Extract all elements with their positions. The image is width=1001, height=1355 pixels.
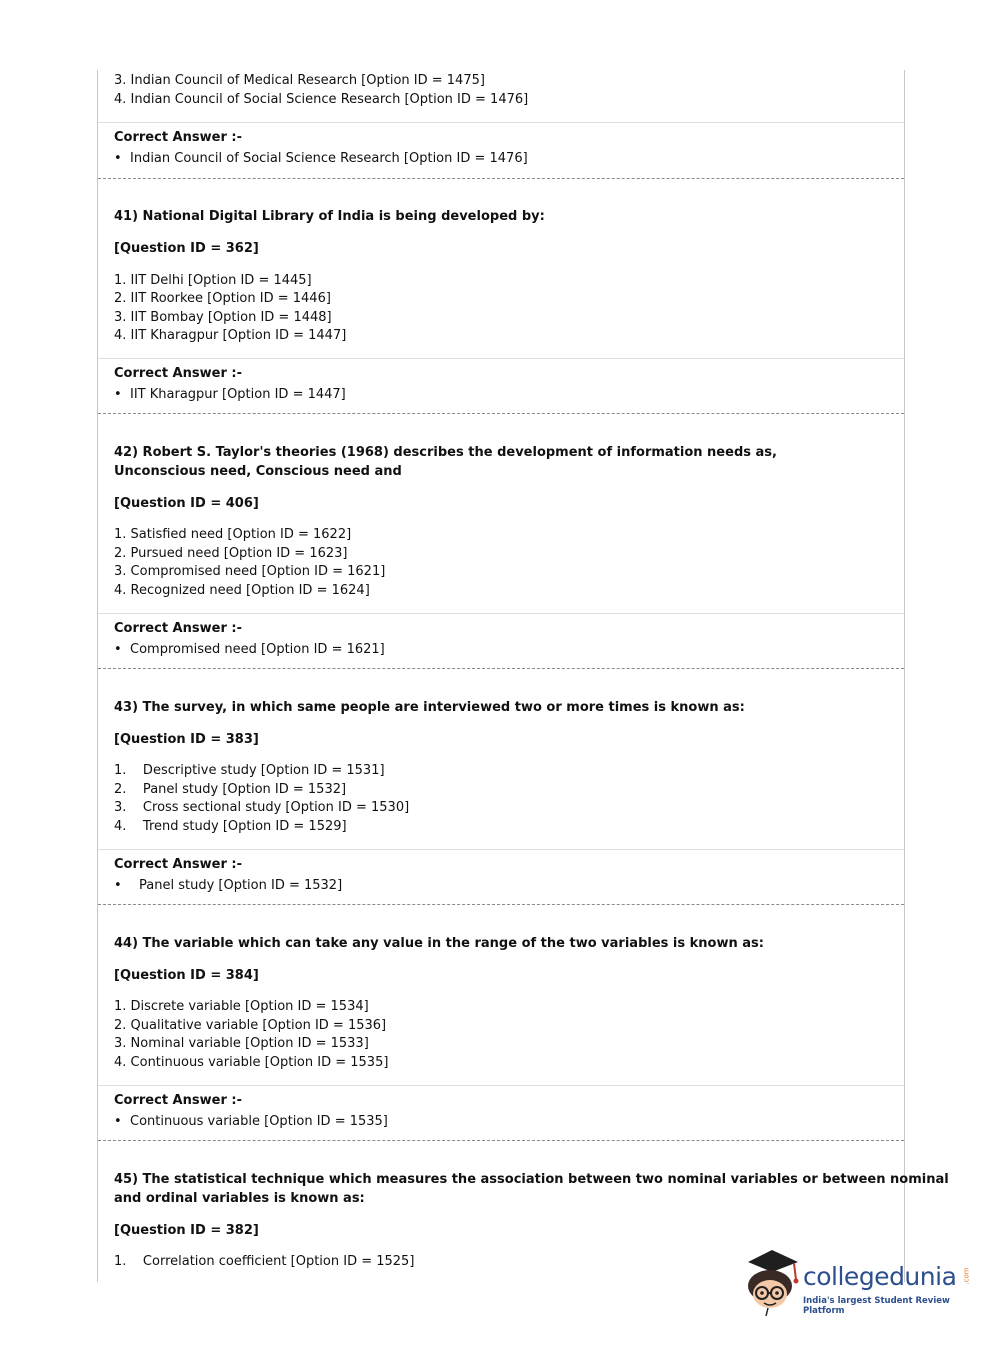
correct-answer-label: Correct Answer :- (114, 621, 242, 636)
option-line: 3. Compromised need [Option ID = 1621] (114, 564, 386, 579)
option-line: 3. Cross sectional study [Option ID = 1530] (114, 800, 410, 815)
correct-answer: • IIT Kharagpur [Option ID = 1447] (114, 387, 346, 402)
divider (98, 122, 904, 123)
option-line: 1. Correlation coefficient [Option ID = 1525] (114, 1254, 415, 1269)
logo-wordmark: collegedunia (803, 1262, 957, 1291)
option-line: 2. Panel study [Option ID = 1532] (114, 782, 347, 797)
question-text: 43) The survey, in which same people are interviewed two or more times is known as: (114, 700, 745, 715)
correct-answer-label: Correct Answer :- (114, 130, 242, 145)
option-line: 3. Indian Council of Medical Research [Option ID = 1475] (114, 73, 485, 88)
correct-answer: • Continuous variable [Option ID = 1535] (114, 1114, 388, 1129)
question-separator (98, 1140, 904, 1141)
option-line: 2. Pursued need [Option ID = 1623] (114, 546, 348, 561)
question-id: [Question ID = 383] (114, 732, 259, 747)
question-text: Unconscious need, Conscious need and (114, 464, 402, 479)
logo-tagline: India's largest Student Review Platform (803, 1296, 950, 1316)
option-line: 1. Satisfied need [Option ID = 1622] (114, 527, 352, 542)
question-id: [Question ID = 362] (114, 241, 259, 256)
question-id: [Question ID = 406] (114, 496, 259, 511)
divider (98, 1085, 904, 1086)
correct-answer: • Indian Council of Social Science Research [Option ID = 1476] (114, 151, 528, 166)
option-line: 4. Indian Council of Social Science Research [Option ID = 1476] (114, 92, 529, 107)
option-line: 4. Recognized need [Option ID = 1624] (114, 583, 370, 598)
question-text: and ordinal variables is known as: (114, 1191, 365, 1206)
option-line: 2. IIT Roorkee [Option ID = 1446] (114, 291, 331, 306)
question-text: 44) The variable which can take any value in the range of the two variables is known as: (114, 936, 764, 951)
question-id: [Question ID = 384] (114, 968, 259, 983)
divider (98, 358, 904, 359)
option-line: 4. IIT Kharagpur [Option ID = 1447] (114, 328, 347, 343)
divider (98, 613, 904, 614)
correct-answer-label: Correct Answer :- (114, 1093, 242, 1108)
mascot-icon (742, 1248, 802, 1318)
option-line: 1. IIT Delhi [Option ID = 1445] (114, 273, 312, 288)
correct-answer-label: Correct Answer :- (114, 366, 242, 381)
correct-answer-label: Correct Answer :- (114, 857, 242, 872)
correct-answer: • Compromised need [Option ID = 1621] (114, 642, 385, 657)
question-text: 45) The statistical technique which measures the association between two nominal variables or between nominal (114, 1172, 949, 1187)
divider (98, 849, 904, 850)
collegedunia-logo (742, 1248, 972, 1318)
option-line: 4. Trend study [Option ID = 1529] (114, 819, 347, 834)
logo-suffix: .com (962, 1267, 971, 1285)
question-text: 41) National Digital Library of India is being developed by: (114, 209, 545, 224)
question-id: [Question ID = 382] (114, 1223, 259, 1238)
question-separator (98, 413, 904, 414)
option-line: 1. Descriptive study [Option ID = 1531] (114, 763, 385, 778)
option-line: 4. Continuous variable [Option ID = 1535] (114, 1055, 389, 1070)
question-separator (98, 178, 904, 179)
option-line: 1. Discrete variable [Option ID = 1534] (114, 999, 369, 1014)
option-line: 2. Qualitative variable [Option ID = 1536] (114, 1018, 387, 1033)
question-separator (98, 668, 904, 669)
option-line: 3. Nominal variable [Option ID = 1533] (114, 1036, 369, 1051)
question-text: 42) Robert S. Taylor's theories (1968) describes the development of information needs as, (114, 445, 777, 460)
question-separator (98, 904, 904, 905)
option-line: 3. IIT Bombay [Option ID = 1448] (114, 310, 332, 325)
correct-answer: • Panel study [Option ID = 1532] (114, 878, 343, 893)
